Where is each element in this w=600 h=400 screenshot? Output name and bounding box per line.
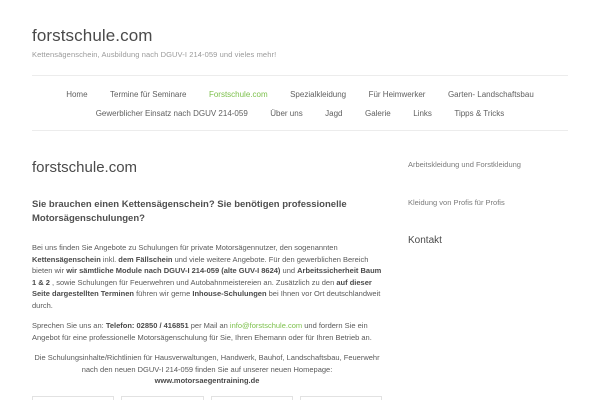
widget-title-arbeitskleidung: Arbeitskleidung und Forstkleidung	[408, 160, 521, 169]
site-header	[32, 0, 568, 59]
text-strong: dem Fällschein	[118, 254, 173, 264]
page-title: forstschule.com	[32, 159, 138, 176]
text-strong: Arbeitssicherheit Baum 1 & 2	[32, 266, 382, 287]
nav-item-garten-landschaftsbau[interactable]: Garten- Landschaftsbau	[447, 90, 534, 99]
nav-item-fuer-heimwerker[interactable]: Für Heimwerker	[368, 90, 426, 99]
text-segment: bei Ihnen vor Ort deutschlandweit durch.	[32, 289, 381, 310]
text-segment: und fordern Sie ein Angebot für eine professionelle Motorsägenschulung für Sie, Ihren Ehemann oder für Ihren Betrieb an.	[32, 321, 372, 342]
image-placeholder-4[interactable]	[300, 396, 382, 400]
text-strong: Inhouse-Schulungen	[192, 289, 267, 298]
text-segment: , sowie Schulungen für Feuerwehren und Autobahnmeistereien an. Zusätzlich zu den	[49, 277, 337, 287]
nav-item-home[interactable]: Home	[66, 90, 88, 99]
image-placeholder-3[interactable]	[211, 396, 293, 400]
lede-text: Sie brauchen einen Kettensägenschein? Sie benötigen professionelle Motorsägenschulungen?	[32, 199, 347, 224]
sidebar	[400, 159, 550, 400]
main-content	[32, 159, 400, 400]
nav-item-gewerblicher-einsatz[interactable]: Gewerblicher Einsatz nach DGUV 214-059	[95, 109, 248, 118]
widget-arbeitskleidung	[408, 159, 550, 171]
text-segment: und viele weitere Angebote. Für den gewerblichen Bereich bieten wir	[32, 254, 369, 275]
external-site-link[interactable]: www.motorsaegentraining.de	[154, 376, 260, 385]
nav-item-tipps-tricks[interactable]: Tipps & Tricks	[454, 109, 505, 118]
paragraph-offers	[32, 242, 382, 311]
widget-title-kontakt: Kontakt	[408, 235, 442, 246]
text-segment: führen wir gerne	[133, 289, 193, 298]
widget-kontakt	[408, 235, 550, 247]
nav-row-1	[32, 84, 568, 103]
nav-item-ueber-uns[interactable]: Über uns	[270, 109, 303, 118]
nav-item-termine-fuer-seminare[interactable]: Termine für Seminare	[110, 90, 187, 99]
primary-navigation	[32, 75, 568, 131]
widget-title-kleidung-profis: Kleidung von Profis für Profis	[408, 198, 505, 207]
text-segment: inkl.	[100, 254, 119, 264]
paragraph-guidelines	[32, 352, 382, 387]
nav-item-spezialkleidung[interactable]: Spezialkleidung	[290, 90, 347, 99]
text-segment: Sprechen Sie uns an:	[32, 321, 106, 330]
text-strong: Kettensägenschein	[32, 254, 101, 264]
nav-item-forstschule-com[interactable]: Forstschule.com	[208, 90, 268, 99]
nav-item-galerie[interactable]: Galerie	[364, 109, 391, 118]
nav-row-2	[32, 103, 568, 122]
text-segment: Die Schulungsinhalte/Richtlinien für Hausverwaltungen, Handwerk, Bauhof, Landschaftsbau, Feuerwehr nach den neuen DGUV-I 214-059 finden Sie auf unserer neuen Homepage:	[34, 353, 380, 374]
widget-kleidung-profis	[408, 197, 550, 209]
page-container	[32, 0, 568, 400]
text-segment: und	[280, 266, 298, 275]
text-segment: Bei uns finden Sie Angebote zu Schulungen für private Motorsägennutzer, den sogenannten	[32, 243, 338, 252]
paragraph-contact	[32, 320, 382, 343]
image-row	[32, 396, 382, 400]
nav-item-links[interactable]: Links	[413, 109, 432, 118]
site-tagline: Kettensägenschein, Ausbildung nach DGUV-I 214-059 und vieles mehr!	[32, 50, 277, 59]
nav-item-jagd[interactable]: Jagd	[325, 109, 343, 118]
image-placeholder-2[interactable]	[121, 396, 203, 400]
text-strong: wir sämtliche Module nach DGUV-I 214-059 (alte GUV-I 8624)	[66, 266, 281, 275]
email-link[interactable]: info@forstschule.com	[229, 321, 303, 330]
image-placeholder-1[interactable]	[32, 396, 114, 400]
text-segment: per Mail an	[188, 321, 230, 330]
text-strong-phone: Telefon: 02850 / 416851	[105, 321, 189, 330]
text-strong: auf dieser Seite dargestellten Terminen	[32, 277, 372, 298]
site-title[interactable]: forstschule.com	[32, 26, 153, 45]
content-wrapper	[32, 131, 568, 400]
